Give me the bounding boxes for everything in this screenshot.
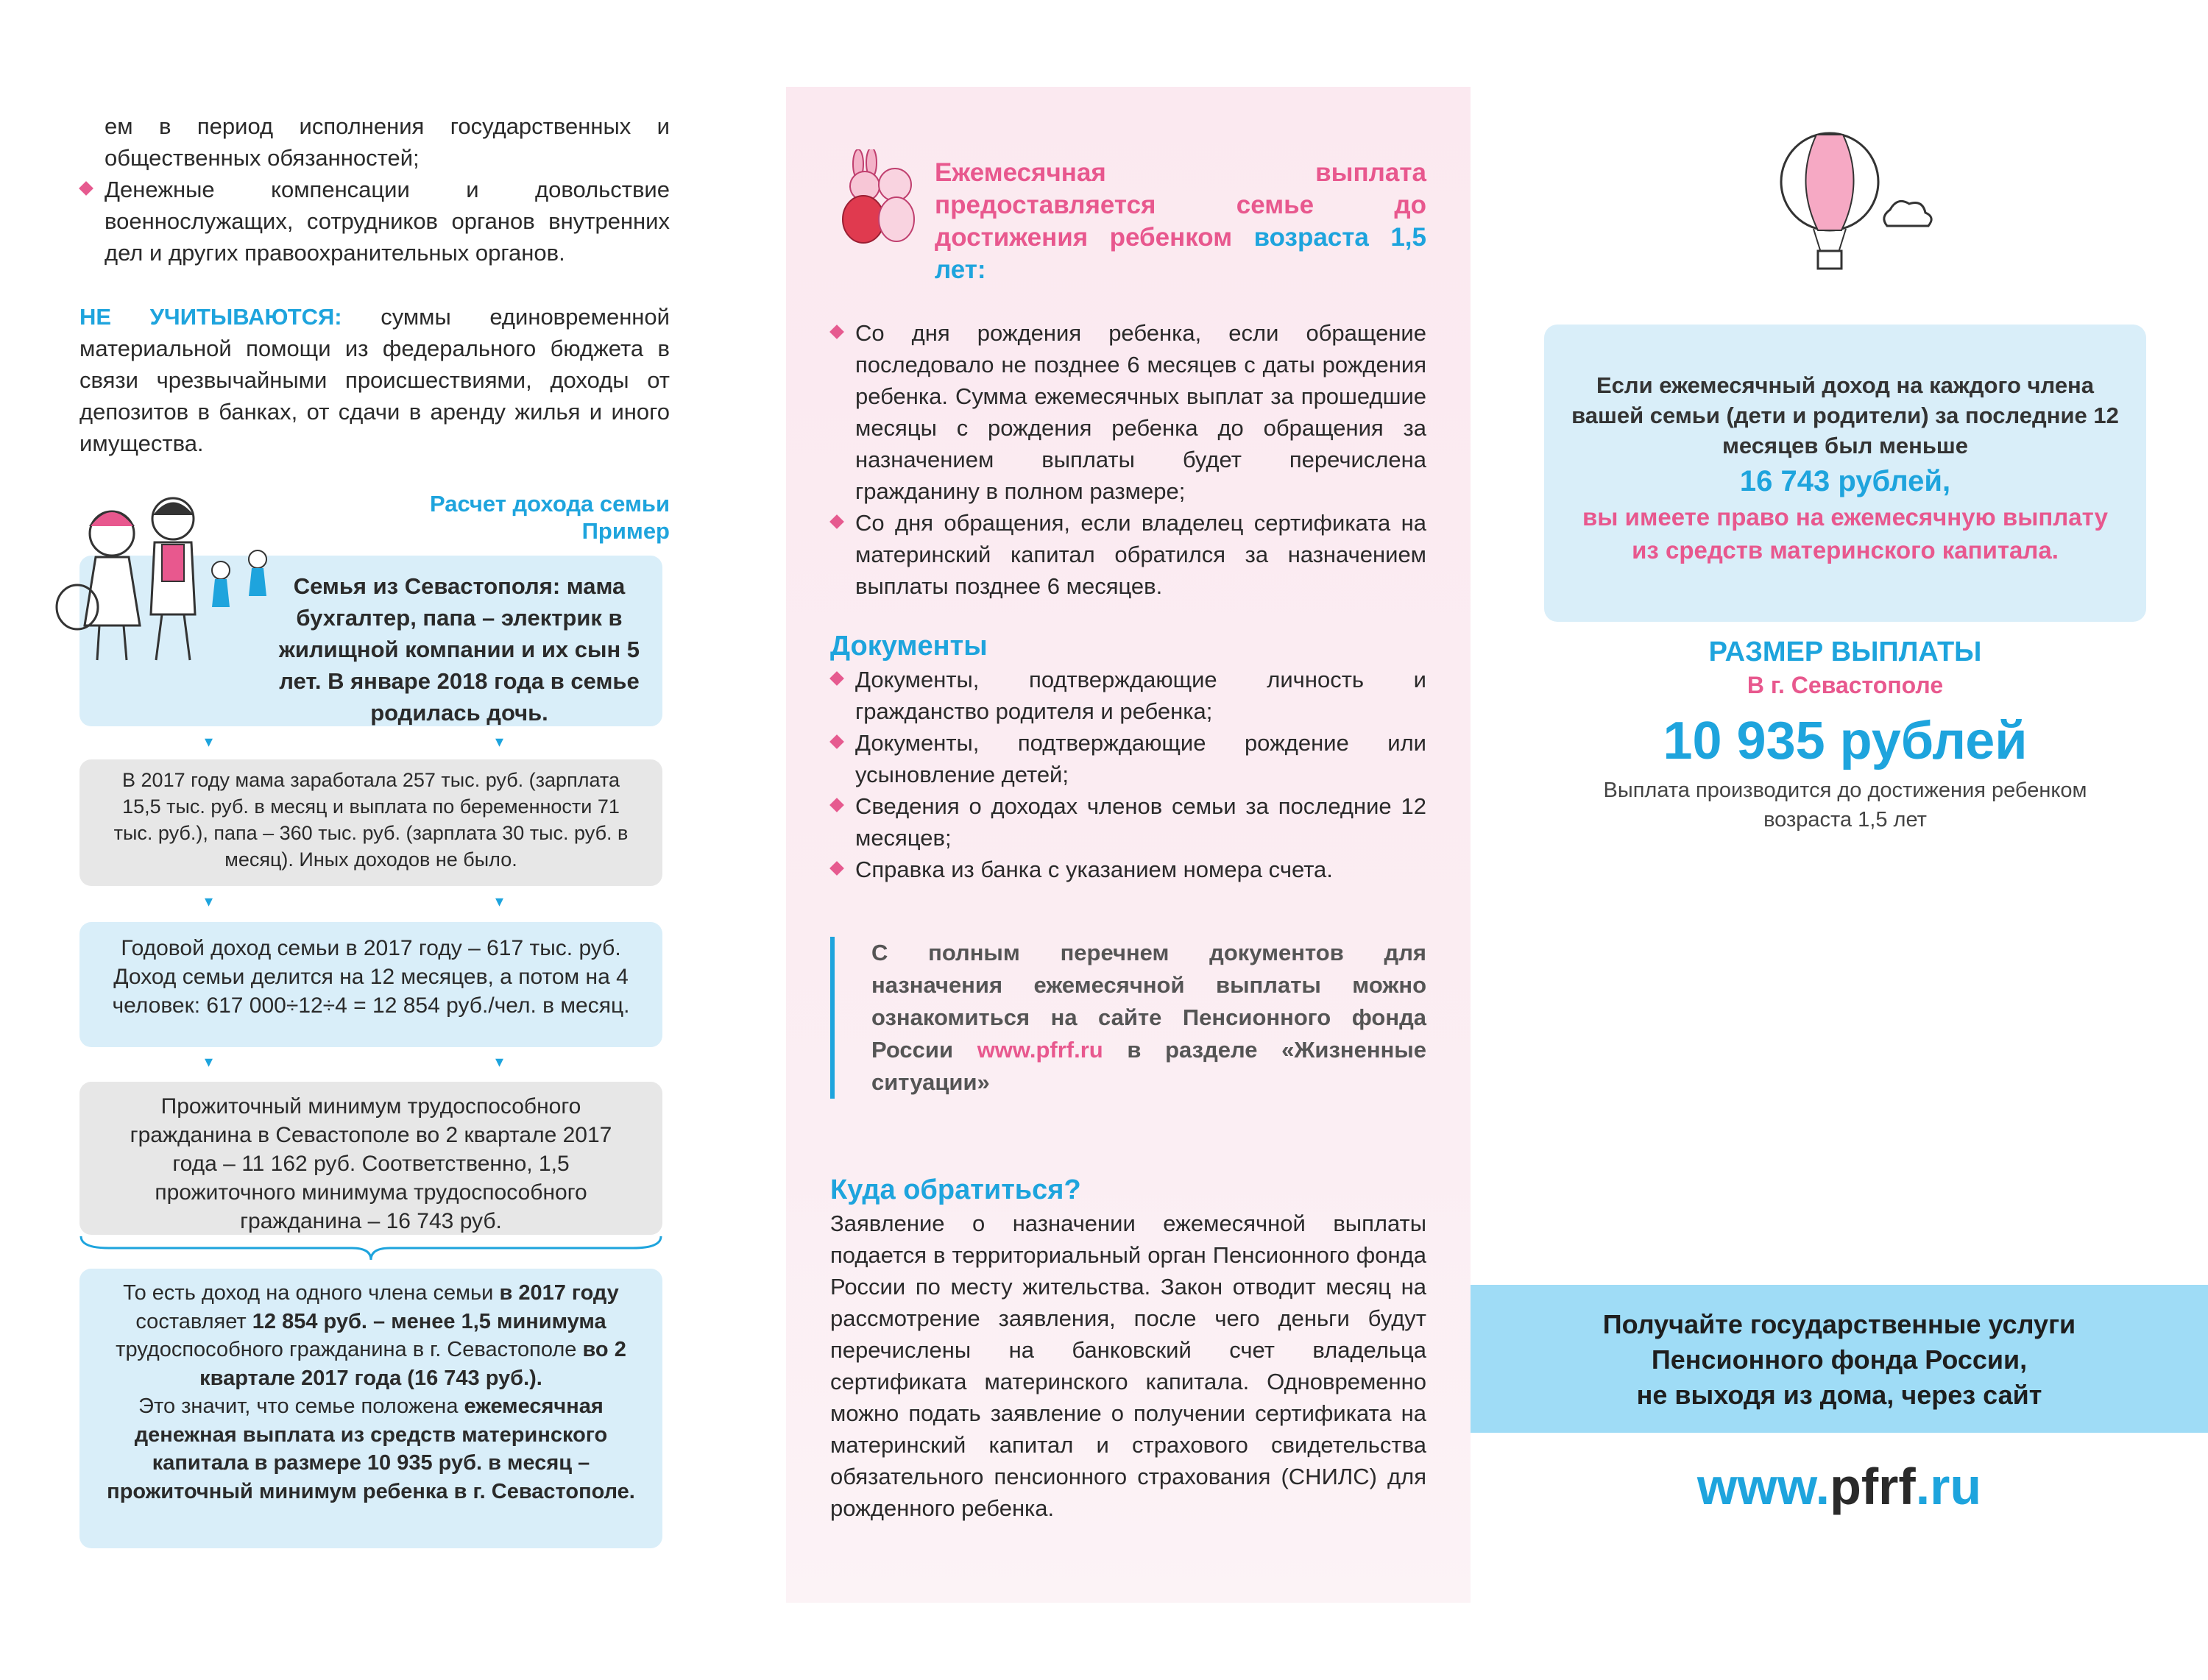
where-to-apply-title: Куда обратиться? [830,1174,1081,1205]
arrow-row [79,1052,662,1074]
list-item [830,727,1426,790]
gosuslugi-banner [1471,1285,2208,1433]
list-item-text: Со дня рождения ребенка, если обращение последовало не позднее 6 месяцев с даты рождения ребенка. Сумма ежемесячных выплат за прошедшие месяцы с рождения ребенка до обращения за назначением выплаты будет перечислена гражданину в полном размере; [855,320,1426,504]
conclusion-amount: 12 854 руб. – менее 1,5 минимума [252,1309,606,1333]
toy-bunnies-icon [830,149,917,245]
step-earnings-text: В 2017 году мама заработала 257 тыс. руб. (зарплата 15,5 тыс. руб. в месяц и выплата по беременности 71 тыс. руб.), папа – 360 тыс. руб. (зарплата 30 тыс. руб. в месяц). Иных доходов не было. [113,769,629,871]
diamond-bullet-icon [79,181,93,196]
down-arrow-icon: ▾ [205,732,213,751]
income-threshold: 16 743 рублей, [1739,465,1951,497]
down-arrow-icon: ▾ [205,892,213,910]
step-subsistence-text: Прожиточный минимум трудоспособного гражданина в Севастополе во 2 квартале 2017 года – 11 162 руб. Соответственно, 1,5 прожиточного минимума трудоспособного гражданина – 16 743 руб. [130,1094,612,1233]
documents-title: Документы [830,631,988,662]
income-condition-box [1544,325,2146,622]
list-item [830,854,1426,885]
diamond-bullet-icon [829,861,844,876]
list-item-text: Справка из банка с указанием номера счета. [855,857,1333,882]
step-annual-income-text: Годовой доход семьи в 2017 году – 617 тыс. руб. Доход семьи делится на 12 месяцев, а потом на 4 человек: 617 000÷12÷4 = 12 854 руб./чел. в месяц. [112,936,630,1018]
not-counted-label: НЕ УЧИТЫВАЮТСЯ: [79,304,342,330]
payment-heading-text [935,157,1426,286]
compensation-list [79,174,670,269]
family-description: Семья из Севастополя: мама бухгалтер, папа – электрик в жилищной компании и их сын 5 лет. В январе 2018 года в семье родилась дочь. [278,573,640,726]
step-conclusion-box [79,1269,662,1548]
where-to-apply-text: Заявление о назначении ежемесячной выплаты подается в территориальный орган Пенсионного фонда России по месту жительства. Закон отводит месяц на рассмотрение заявления, после чего деньги будут перечислены на банковский счет владельца сертификата материнского капитала. Одновременно можно подать заявление о получении сертификата на материнский капитал и страхового свидетельства обязательного пенсионного страхования (СНИЛС) для рожденного ребенка. [830,1211,1426,1521]
list-item [830,664,1426,727]
heading-pink: Ежемесячная выплата предоставляется семье до достижения ребенком [935,158,1426,252]
payment-heading [830,157,1426,286]
arrow-row [79,892,662,914]
conclusion-year: в 2017 году [499,1281,619,1305]
payment-size-city: В г. Севастополе [1747,672,1944,698]
down-arrow-icon: ▾ [205,1052,213,1071]
diamond-bullet-icon [829,671,844,686]
conclusion-text: То есть доход на одного члена семьи [123,1281,494,1305]
info-text: в разделе «Жизненные ситуации» [871,1037,1427,1095]
conclusion-text: Это значит, что семье положена [138,1394,464,1418]
down-arrow-icon: ▾ [495,732,504,751]
payment-note: Выплата производится до достижения ребенком возраста 1,5 лет [1603,779,2087,832]
list-item [830,790,1426,854]
site-pfrf: pfrf [1830,1458,1916,1515]
site-dot: . [1915,1458,1931,1515]
pfrf-site-link[interactable] [1471,1453,2208,1520]
payment-amount: 10 935 рублей [1663,712,2028,770]
payment-size-title: РАЗМЕР ВЫПЛАТЫ [1708,637,1982,667]
family-illustration-icon [44,489,287,666]
conclusion-payment: ежемесячная денежная выплата из средств материнского капитала в размере 10 935 руб. в месяц – прожиточный минимум ребенка в г. Севастополе. [107,1394,635,1503]
intro-text: ем в период исполнения государственных и общественных обязанностей; [105,113,670,171]
site-ru: ru [1930,1458,1982,1515]
list-item [830,317,1426,507]
payment-size-block [1544,634,2146,834]
info-callout [830,937,1426,1099]
list-item-text: Денежные компенсации и довольствие военнослужащих, сотрудников органов внутренних дел и других правоохранительных органов. [105,177,670,266]
conclusion-text: трудоспособного гражданина в г. Севастополе [116,1338,583,1361]
info-text: С полным перечнем документов для назначения ежемесячной выплаты можно ознакомиться на сайте Пенсионного фонда России [871,940,1426,1063]
list-item-text: Документы, подтверждающие рождение или усыновление детей; [855,730,1426,787]
banner-line: не выходя из дома, через сайт [1636,1380,2042,1410]
list-item-text: Со дня обращения, если владелец сертификата на материнский капитал обратился за назначением выплаты позднее 6 месяцев. [855,510,1426,599]
list-item-text: Документы, подтверждающие личность и гражданство родителя и ребенка; [855,667,1426,724]
down-arrow-icon: ▾ [495,892,504,910]
hot-air-balloon-icon [1772,129,1938,276]
example-subtitle: Пример [581,518,670,544]
conclusion-text: составляет [135,1309,252,1333]
payment-conditions-list [830,317,1426,602]
down-arrow-icon: ▾ [495,1052,504,1071]
brace-icon [79,1235,662,1261]
banner-line: Пенсионного фонда России, [1651,1344,2028,1375]
example-title: Расчет дохода семьи [429,491,670,517]
pfrf-link[interactable]: www.pfrf.ru [977,1037,1103,1063]
not-counted-text: суммы единовременной материальной помощи из федерального бюджета в связи чрезвычайными происшествиями, доходы от депозитов в банках, от сдачи в аренду жилья и иного имущества. [79,304,670,456]
list-item [79,174,670,269]
middle-panel [786,87,1471,1603]
diamond-bullet-icon [829,734,844,749]
not-counted-paragraph [79,301,670,459]
banner-line: Получайте государственные услуги [1602,1309,2076,1339]
income-right-text: вы имеете право на ежемесячную выплату из средств материнского капитала. [1582,503,2108,564]
documents-list [830,664,1426,885]
diamond-bullet-icon [829,325,844,339]
diamond-bullet-icon [829,514,844,529]
diamond-bullet-icon [829,798,844,812]
income-condition-text: Если ежемесячный доход на каждого члена вашей семьи (дети и родители) за последние 12 месяцев был меньше [1571,372,2119,458]
list-item [830,507,1426,602]
step-earnings-box [79,759,662,886]
site-www: www. [1696,1458,1830,1515]
step-subsistence-box [79,1082,662,1235]
arrow-row [79,732,662,754]
step-annual-income-box [79,922,662,1047]
heading-blue: возраста 1,5 лет: [935,223,1426,284]
list-item-text: Сведения о доходах членов семьи за последние 12 месяцев; [855,793,1426,851]
conclusion-quarter: во 2 квартале 2017 года (16 743 руб.). [199,1338,626,1390]
